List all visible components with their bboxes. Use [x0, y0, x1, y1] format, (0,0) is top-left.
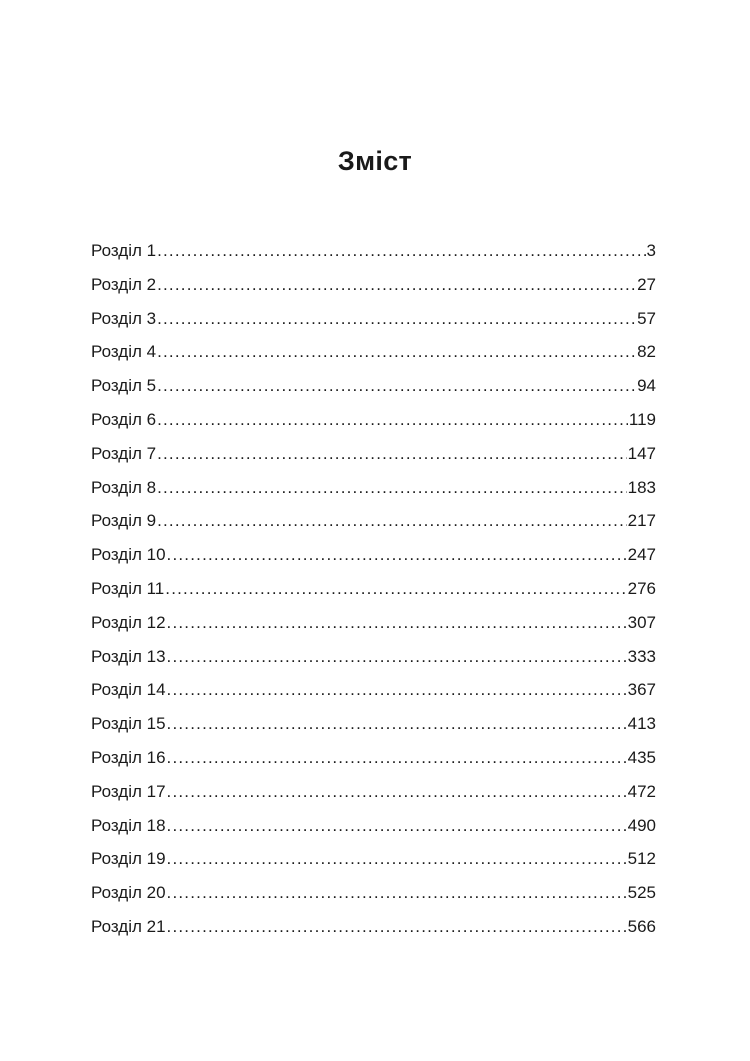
dot-leader — [167, 910, 627, 944]
toc-entry-page-number: 525 — [627, 883, 656, 903]
dot-leader — [167, 775, 627, 809]
toc-entry[interactable] — [91, 910, 656, 944]
toc-entry-label: Розділ 16 — [91, 747, 166, 767]
toc-entry[interactable] — [91, 842, 656, 876]
page-title: Зміст — [337, 146, 413, 177]
toc-entry-label: Розділ 20 — [91, 883, 166, 903]
toc-entry-page-number: 147 — [627, 443, 656, 463]
dot-leader — [157, 268, 636, 302]
toc-entry[interactable] — [91, 538, 656, 572]
toc-entry-label: Розділ 6 — [91, 409, 157, 429]
toc-entry-page-number: 472 — [627, 781, 656, 801]
toc-entry[interactable] — [91, 707, 656, 741]
toc-entry-page-number: 307 — [627, 612, 656, 632]
toc-entry-page-number: 119 — [628, 409, 656, 429]
toc-entry[interactable] — [91, 741, 656, 775]
toc-entry[interactable] — [91, 673, 656, 707]
toc-entry-label: Розділ 8 — [91, 477, 157, 497]
dot-leader — [157, 471, 627, 505]
toc-entry-label: Розділ 7 — [91, 443, 157, 463]
toc-entry-page-number: 276 — [627, 578, 656, 598]
dot-leader — [165, 572, 626, 606]
toc-entry-page-number: 367 — [627, 680, 656, 700]
toc-entry-page-number: 566 — [627, 916, 656, 936]
toc-entry-page-number: 247 — [627, 545, 656, 565]
toc-entry-label: Розділ 10 — [91, 545, 166, 565]
toc-entry-label: Розділ 5 — [91, 376, 157, 396]
dot-leader — [167, 842, 627, 876]
toc-entry[interactable] — [91, 640, 656, 674]
toc-entry-label: Розділ 17 — [91, 781, 166, 801]
toc-entry[interactable] — [91, 606, 656, 640]
toc-entry[interactable] — [91, 234, 656, 268]
dot-leader — [157, 504, 627, 538]
dot-leader — [167, 673, 627, 707]
toc-entry[interactable] — [91, 775, 656, 809]
dot-leader — [157, 437, 627, 471]
toc-entry-label: Розділ 3 — [91, 308, 157, 328]
toc-entry-page-number: 333 — [627, 646, 656, 666]
toc-entry-page-number: 435 — [627, 747, 656, 767]
toc-entry-label: Розділ 19 — [91, 849, 166, 869]
toc-entry-page-number: 490 — [627, 815, 656, 835]
toc-entry[interactable] — [91, 471, 656, 505]
toc-entry-label: Розділ 9 — [91, 511, 157, 531]
toc-entry-page-number: 57 — [637, 308, 656, 328]
toc-entry-label: Розділ 18 — [91, 815, 166, 835]
toc-entry-label: Розділ 1 — [91, 241, 157, 260]
toc-entry-page-number: 82 — [637, 342, 656, 362]
toc-entry-page-number: 94 — [637, 376, 656, 396]
toc-entry-page-number: 512 — [627, 849, 656, 869]
dot-leader — [157, 234, 645, 268]
toc-entry[interactable] — [91, 572, 656, 606]
dot-leader — [167, 741, 627, 775]
toc-entry[interactable] — [91, 335, 656, 369]
toc-entry-page-number: 413 — [627, 714, 656, 734]
toc-entry-label: Розділ 15 — [91, 714, 166, 734]
toc-entry[interactable] — [91, 437, 656, 471]
toc-entry[interactable] — [91, 876, 656, 910]
dot-leader — [167, 707, 627, 741]
toc-entry-page-number: 217 — [627, 511, 656, 531]
dot-leader — [167, 876, 627, 910]
toc-entry-label: Розділ 12 — [91, 612, 166, 632]
toc-entry[interactable] — [91, 369, 656, 403]
dot-leader — [157, 335, 636, 369]
toc-entry[interactable] — [91, 302, 656, 336]
toc-entry-page-number: 3 — [646, 241, 656, 260]
dot-leader — [167, 538, 627, 572]
dot-leader — [157, 369, 636, 403]
toc-entry-label: Розділ 21 — [91, 916, 166, 936]
toc-entry[interactable] — [91, 403, 656, 437]
toc-entry[interactable] — [91, 268, 656, 302]
table-of-contents — [91, 234, 656, 944]
dot-leader — [167, 640, 627, 674]
toc-entry-label: Розділ 4 — [91, 342, 157, 362]
toc-entry-page-number: 183 — [627, 477, 656, 497]
toc-entry-label: Розділ 2 — [91, 274, 157, 294]
toc-entry-page-number: 27 — [637, 274, 656, 294]
dot-leader — [167, 809, 627, 843]
toc-entry[interactable] — [91, 809, 656, 843]
toc-entry-label: Розділ 13 — [91, 646, 166, 666]
dot-leader — [157, 403, 628, 437]
toc-entry-label: Розділ 14 — [91, 680, 166, 700]
toc-entry-label: Розділ 11 — [91, 578, 165, 598]
dot-leader — [157, 302, 636, 336]
toc-entry[interactable] — [91, 504, 656, 538]
dot-leader — [167, 606, 627, 640]
